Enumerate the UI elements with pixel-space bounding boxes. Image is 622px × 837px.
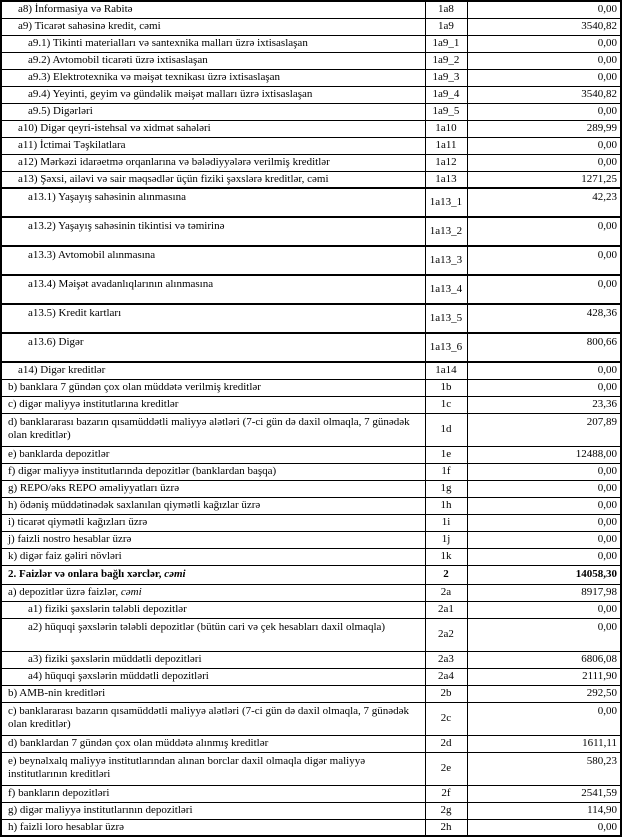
row-value-cell: 3540,82 [467,86,621,103]
row-label: d) banklardan 7 gündən çox olan müddətə alınmış kreditlər [8,737,269,749]
table-row [1,137,621,154]
row-value-cell: 6806,08 [467,651,621,668]
row-value-cell: 289,99 [467,120,621,137]
row-label: g) digər maliyyə institutlarının depozitləri [8,804,193,816]
row-label: a12) Mərkəzi idarəetmə orqanlarına və bələdiyyələrə verilmiş kreditlər [18,156,330,168]
table-row [1,362,621,379]
table-row [1,413,621,446]
row-value-cell: 207,89 [467,413,621,446]
row-label: e) beynəlxalq maliyyə institutlarından alınan borclar daxil olmaqla digər maliyyə institutlarının kreditləri [8,754,366,780]
row-code-cell: 1j [425,531,467,548]
row-label: f) bankların depozitləri [8,787,110,799]
row-label: h) ödəniş müddətinədək saxlanılan qiymətli kağızlar üzrə [8,499,261,511]
row-label-cell [1,548,425,565]
row-label: b) AMB-nin kreditləri [8,687,106,699]
row-code-cell: 2c [425,702,467,735]
row-value-cell: 0,00 [467,531,621,548]
row-value-cell: 114,90 [467,802,621,819]
row-value-cell: 0,00 [467,1,621,18]
row-value-cell: 1271,25 [467,171,621,188]
row-code-cell: 1a13_4 [425,275,467,304]
table-row [1,52,621,69]
table-row [1,735,621,752]
table-row [1,1,621,18]
table-row [1,171,621,188]
row-label: a9.3) Elektrotexnika və məişət texnikası üzrə ixtisaslaşan [28,71,281,83]
row-code-cell: 2e [425,752,467,785]
row-label: a13.3) Avtomobil alınmasına [28,249,156,261]
table-row [1,275,621,304]
row-code-cell: 1g [425,480,467,497]
table-row [1,18,621,35]
row-code-cell: 1a14 [425,362,467,379]
row-label: a13.4) Məişət avadanlıqlarının alınmasına [28,278,214,290]
table-row [1,246,621,275]
row-label-cell [1,651,425,668]
row-value-cell: 2111,90 [467,668,621,685]
row-label: k) digər faiz gəliri növləri [8,550,122,562]
row-value-cell: 0,00 [467,618,621,651]
table-row [1,651,621,668]
row-value-cell: 14058,30 [467,565,621,584]
table-row [1,304,621,333]
row-value-cell: 0,00 [467,379,621,396]
row-value-cell: 0,00 [467,548,621,565]
table-row [1,446,621,463]
row-label: a) depozitlər üzrə faizlər, [8,586,119,598]
row-value-cell: 0,00 [467,702,621,735]
row-label-cell [1,154,425,171]
row-label: a9.5) Digərləri [28,105,93,117]
row-label-cell [1,531,425,548]
row-value-cell: 0,00 [467,217,621,246]
row-code-cell: 1k [425,548,467,565]
row-label: c) banklararası bazarın qısamüddətli maliyyə alətləri (7-ci gün də daxil olmaqla, 7 günədək olan kreditlər) [8,704,410,730]
row-value-cell: 0,00 [467,154,621,171]
row-code-cell: 1a9_2 [425,52,467,69]
row-label-cell [1,396,425,413]
row-code-cell: 1a13_3 [425,246,467,275]
row-label-cell [1,304,425,333]
row-value-cell: 42,23 [467,188,621,217]
row-code-cell: 1i [425,514,467,531]
row-label: e) banklarda depozitlər [8,448,110,460]
row-label-cell [1,171,425,188]
row-label-cell [1,69,425,86]
row-label: a9) Ticarət sahəsinə kredit, cəmi [18,20,161,32]
table-row [1,396,621,413]
row-label-cell [1,52,425,69]
row-label-cell [1,497,425,514]
row-label: c) digər maliyyə institutlarına kreditlər [8,398,179,410]
table-row [1,802,621,819]
row-label-cell [1,103,425,120]
row-value-cell: 0,00 [467,137,621,154]
row-value-cell: 0,00 [467,819,621,836]
row-code-cell: 1a12 [425,154,467,171]
row-label-cell [1,86,425,103]
row-code-cell: 1a11 [425,137,467,154]
row-label-emphasis: cəmi [118,586,142,598]
row-code-cell: 1a10 [425,120,467,137]
row-value-cell: 0,00 [467,103,621,120]
row-value-cell: 0,00 [467,463,621,480]
row-label-cell [1,685,425,702]
row-code-cell: 2 [425,565,467,584]
row-label: a13.6) Digər [28,336,84,348]
row-label-cell [1,565,425,584]
row-label-cell [1,275,425,304]
row-value-cell: 428,36 [467,304,621,333]
row-label-cell [1,217,425,246]
table-row [1,86,621,103]
row-label-cell [1,752,425,785]
row-label: g) REPO/əks REPO əməliyyatları üzrə [8,482,180,494]
row-label-cell [1,333,425,362]
row-label: a14) Digər kreditlər [18,364,106,377]
row-code-cell: 1f [425,463,467,480]
table-row [1,463,621,480]
row-label-cell [1,18,425,35]
row-label-cell [1,785,425,802]
row-code-cell: 1c [425,396,467,413]
row-label: a8) İnformasiya və Rabitə [18,3,133,16]
row-label-cell [1,446,425,463]
row-code-cell: 1a9_4 [425,86,467,103]
row-label-cell [1,362,425,379]
row-code-cell: 1a9_3 [425,69,467,86]
table-row [1,217,621,246]
row-label: a9.2) Avtomobil ticarəti üzrə ixtisaslaşan [28,54,208,66]
row-label: h) faizli loro hesablar üzrə [8,820,125,833]
table-row [1,497,621,514]
row-label-cell [1,584,425,601]
row-code-cell: 2a4 [425,668,467,685]
row-value-cell: 0,00 [467,35,621,52]
row-label: b) banklara 7 gündən çox olan müddətə verilmiş kreditlər [8,381,261,393]
row-value-cell: 0,00 [467,275,621,304]
row-label: i) ticarət qiymətli kağızları üzrə [8,516,148,528]
row-value-cell: 0,00 [467,246,621,275]
row-value-cell: 23,36 [467,396,621,413]
row-label: a13) Şəxsi, ailəvi və sair məqsədlər üçün fiziki şəxslərə kreditlər, cəmi [18,172,329,185]
row-label-cell [1,480,425,497]
row-code-cell: 2a1 [425,601,467,618]
row-label-cell [1,120,425,137]
row-code-cell: 1d [425,413,467,446]
table-row [1,531,621,548]
row-code-cell: 1a13_6 [425,333,467,362]
row-value-cell: 1611,11 [467,735,621,752]
row-label: a1) fiziki şəxslərin tələbli depozitlər [28,603,187,615]
row-code-cell: 1e [425,446,467,463]
row-value-cell: 3540,82 [467,18,621,35]
row-label-cell [1,618,425,651]
row-label-cell [1,379,425,396]
row-label-cell [1,802,425,819]
table-row [1,514,621,531]
table-row [1,618,621,651]
table-row [1,188,621,217]
row-code-cell: 2f [425,785,467,802]
table-row [1,819,621,836]
table-row [1,668,621,685]
table-row [1,752,621,785]
row-label: 2. Faizlər və onlara bağlı xərclər, [8,568,162,580]
row-code-cell: 1h [425,497,467,514]
row-code-cell: 1a13_2 [425,217,467,246]
row-label: a3) fiziki şəxslərin müddətli depozitləri [28,653,202,665]
row-code-cell: 2d [425,735,467,752]
row-label-cell [1,668,425,685]
row-code-cell: 2a2 [425,618,467,651]
table-row [1,103,621,120]
row-label-cell [1,188,425,217]
row-value-cell: 12488,00 [467,446,621,463]
row-value-cell: 0,00 [467,362,621,379]
row-label-cell [1,819,425,836]
row-code-cell: 2a3 [425,651,467,668]
row-label-cell [1,413,425,446]
row-code-cell: 1b [425,379,467,396]
row-value-cell: 580,23 [467,752,621,785]
table-row [1,480,621,497]
row-code-cell: 1a13_1 [425,188,467,217]
row-label-cell [1,463,425,480]
row-label-cell [1,514,425,531]
row-label: a13.1) Yaşayış sahəsinin alınmasına [28,191,186,203]
table-row [1,601,621,618]
row-code-cell: 1a13_5 [425,304,467,333]
table-row [1,333,621,362]
row-label: a11) İctimai Təşkilatlara [18,139,126,151]
row-label: f) digər maliyyə institutlarında depozitlər (banklardan başqa) [8,465,277,477]
row-value-cell: 0,00 [467,480,621,497]
row-label-cell [1,601,425,618]
row-code-cell: 1a13 [425,171,467,188]
row-label-cell [1,35,425,52]
row-label: a10) Digər qeyri-istehsal və xidmət sahələri [18,122,211,134]
row-code-cell: 1a9_1 [425,35,467,52]
table-row [1,584,621,601]
row-value-cell: 2541,59 [467,785,621,802]
row-label: a13.2) Yaşayış sahəsinin tikintisi və təmirinə [28,220,225,232]
table-row [1,35,621,52]
row-label-cell [1,1,425,18]
row-value-cell: 0,00 [467,69,621,86]
row-label: a9.4) Yeyinti, geyim və gündəlik məişət malları üzrə ixtisaslaşan [28,88,313,100]
row-code-cell: 2a [425,584,467,601]
table-row [1,785,621,802]
row-code-cell: 1a8 [425,1,467,18]
row-code-cell: 1a9 [425,18,467,35]
row-value-cell: 0,00 [467,514,621,531]
row-value-cell: 800,66 [467,333,621,362]
row-label: d) banklararası bazarın qısamüddətli maliyyə alətləri (7-ci gün də daxil olmaqla, 7 günədək olan kreditlər) [8,415,410,441]
report-table-body [1,1,621,836]
row-label-emphasis: cəmi [161,568,186,580]
table-row [1,120,621,137]
row-value-cell: 0,00 [467,497,621,514]
row-label-cell [1,702,425,735]
table-row [1,548,621,565]
table-row [1,685,621,702]
row-value-cell: 0,00 [467,52,621,69]
table-row [1,565,621,584]
row-code-cell: 1a9_5 [425,103,467,120]
row-label-cell [1,735,425,752]
row-label-cell [1,137,425,154]
row-code-cell: 2g [425,802,467,819]
table-row [1,379,621,396]
row-value-cell: 8917,98 [467,584,621,601]
row-value-cell: 292,50 [467,685,621,702]
row-code-cell: 2h [425,819,467,836]
row-label: a9.1) Tikinti materialları və santexnika malları üzrə ixtisaslaşan [28,37,308,49]
row-label: a2) hüquqi şəxslərin tələbli depozitlər (bütün cari və çek hesabları daxil olmaqla) [28,620,386,633]
row-label: a4) hüquqi şəxslərin müddətli depozitləri [28,670,209,682]
row-label: j) faizli nostro hesablar üzrə [8,533,132,545]
row-code-cell: 2b [425,685,467,702]
row-label-cell [1,246,425,275]
row-value-cell: 0,00 [467,601,621,618]
table-row [1,69,621,86]
table-row [1,154,621,171]
table-row [1,702,621,735]
row-label: a13.5) Kredit kartları [28,307,122,319]
